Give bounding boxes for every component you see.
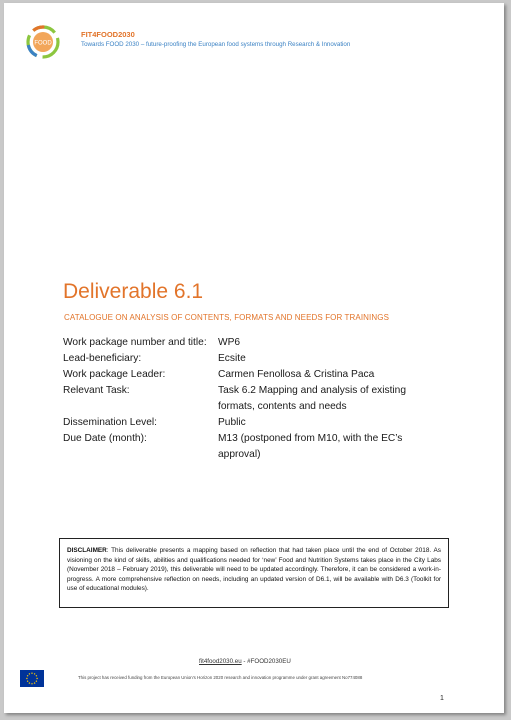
meta-label: Relevant Task:: [63, 385, 130, 396]
metadata-table: [63, 335, 463, 463]
meta-row-due-date: [63, 431, 463, 463]
meta-value: WP6: [218, 337, 241, 348]
meta-value: Public: [218, 417, 246, 428]
footer-hashtags: - #FOOD2030EU: [241, 658, 291, 665]
fit4food-logo: [26, 25, 60, 59]
meta-label: Work package number and title:: [63, 337, 207, 348]
deliverable-subtitle: CATALOGUE ON ANALYSIS OF CONTENTS, FORMATS AND NEEDS FOR TRAININGS: [64, 313, 390, 322]
deliverable-title: Deliverable 6.1: [63, 280, 204, 303]
eu-flag-icon: [20, 670, 44, 687]
footer-links: [199, 658, 291, 665]
meta-label: Due Date (month):: [63, 433, 147, 444]
meta-row-lead-beneficiary: [63, 351, 463, 367]
meta-row-work-package: [63, 335, 463, 351]
page-number: 1: [440, 695, 444, 702]
header-subtitle: Towards FOOD 2030 – future-proofing the European food systems through Research & Innovation: [81, 41, 351, 48]
meta-row-work-package-leader: [63, 367, 463, 383]
meta-label: Work package Leader:: [63, 369, 166, 380]
meta-value: M13 (postponed from M10, with the EC’s approval): [218, 433, 403, 460]
disclaimer-label: DISCLAIMER: [67, 547, 107, 554]
meta-label: Dissemination Level:: [63, 417, 157, 428]
meta-value: Task 6.2 Mapping and analysis of existing formats, contents and needs: [218, 385, 407, 412]
logo-text: FOOD: [34, 40, 52, 47]
meta-row-relevant-task: [63, 383, 463, 415]
website-link[interactable]: fit4food2030.eu: [199, 658, 242, 665]
meta-value: Carmen Fenollosa & Cristina Paca: [218, 369, 375, 380]
funding-statement: This project has received funding from the European Union’s Horizon 2020 research and innovation programme under grant agreement No774088: [78, 675, 363, 680]
meta-row-dissemination-level: [63, 415, 463, 431]
header-title: FIT4FOOD2030: [81, 30, 135, 39]
meta-value: Ecsite: [218, 353, 246, 364]
document-page: [4, 3, 504, 713]
disclaimer-box: [59, 538, 449, 608]
disclaimer-text: : This deliverable presents a mapping based on reflection that had taken place until the end of October 2018. As visioning on the kind of skills, abilities and qualifications needed for ‘new’ Food and Nutrition Systems takes place in the City Labs (November 2018 – February 2019), this deliverable will need to be updated accordingly. Therefore, it can be considered a work-in-progress. A more comprehensive reflection on needs, including an updated version of D6.1, will be available with D6.3 (Toolkit for use of educational modules).: [67, 547, 441, 593]
meta-label: Lead-beneficiary:: [63, 353, 142, 364]
